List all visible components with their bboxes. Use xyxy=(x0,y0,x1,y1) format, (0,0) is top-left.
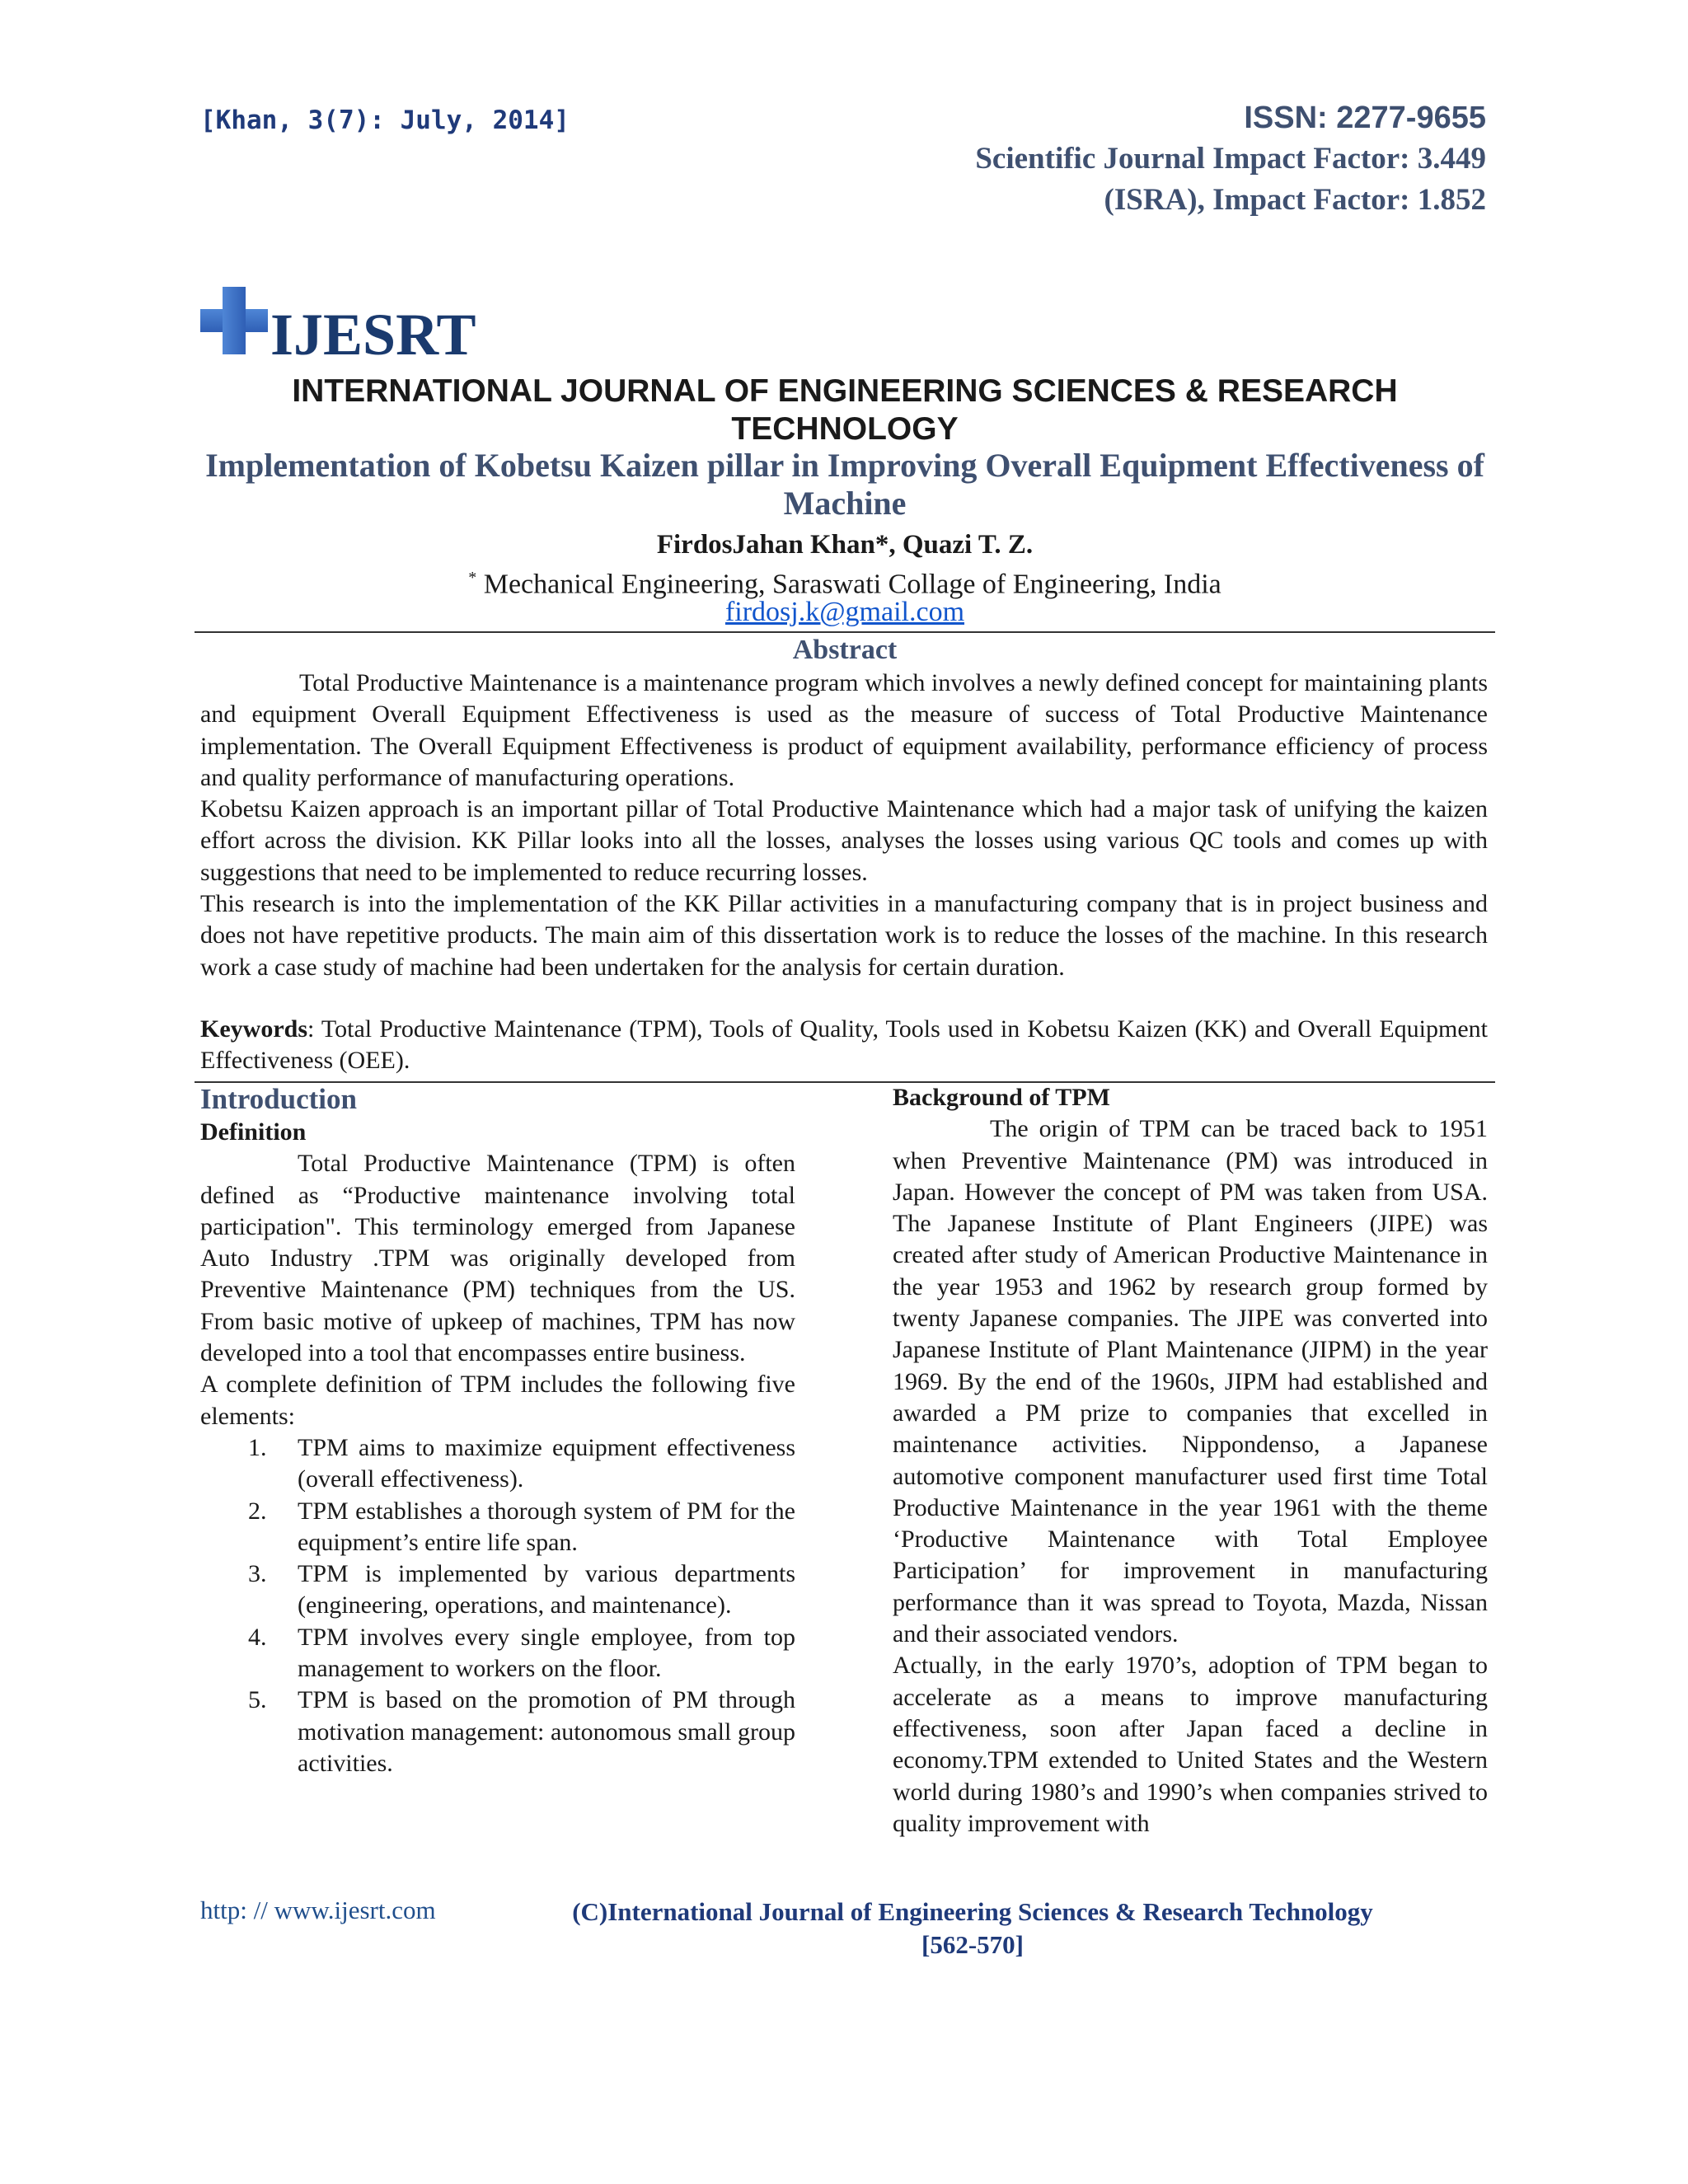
abstract-heading: Abstract xyxy=(792,635,898,665)
footer-url[interactable]: http: // www.ijesrt.com xyxy=(200,1896,436,1924)
abstract-paragraph: Kobetsu Kaizen approach is an important pillar of Total Productive Maintenance which had a major task of unifying the kaizen effort across the division. KK Pillar looks into all the losses, analyses the losses using various QC tools and comes up with suggestions that need to be implemented to reduce recurring losses. xyxy=(200,795,1488,886)
logo-text: IJESRT xyxy=(270,302,476,368)
list-item xyxy=(200,1432,795,1496)
right-column xyxy=(893,1082,1488,1840)
keywords-label: Keywords xyxy=(200,1015,307,1043)
isra-impact-factor: (ISRA), Impact Factor: 1.852 xyxy=(1104,183,1486,217)
list-item-text: TPM is based on the promotion of PM through motivation management: autonomous small group activities. xyxy=(298,1686,795,1777)
list-number: 5. xyxy=(248,1686,267,1714)
definition-subheading: Definition xyxy=(200,1118,307,1146)
list-item xyxy=(200,1496,795,1559)
journal-name: INTERNATIONAL JOURNAL OF ENGINEERING SCIENCES & RESEARCH TECHNOLOGY xyxy=(292,373,1398,447)
footer-journal-name: (C)International Journal of Engineering Sciences & Research Technology xyxy=(572,1897,1373,1926)
list-number: 4. xyxy=(248,1623,267,1651)
background-paragraph: Actually, in the early 1970’s, adoption of TPM began to accelerate as a means to improve manufacturing effectiveness, soon after Japan faced a decline in economy.TPM extended to United States and the Western world during 1980’s and 1990’s when companies strived to quality improvement with xyxy=(893,1652,1488,1837)
background-heading: Background of TPM xyxy=(893,1084,1110,1111)
introduction-heading: Introduction xyxy=(200,1083,357,1115)
affiliation-mark: * xyxy=(468,569,477,587)
list-item-text: TPM establishes a thorough system of PM for the equipment’s entire life span. xyxy=(298,1497,795,1556)
plus-cross-icon xyxy=(200,287,268,354)
keywords-text: : Total Productive Maintenance (TPM), Tools of Quality, Tools used in Kobetsu Kaizen (KK) and Overall Equipment Effectiveness (OEE). xyxy=(200,1015,1488,1075)
abstract-paragraph: Total Productive Maintenance is a maintenance program which involves a newly defined concept for maintaining plants and equipment Overall Equipment Effectiveness is used as the measure of success of Total Productive Maintenance implementation. The Overall Equipment Effectiveness is product of equipment availability, performance efficiency of process and quality performance of manufacturing operations. xyxy=(200,669,1488,791)
abstract-paragraph: This research is into the implementation of the KK Pillar activities in a manufacturing company that is in project business and does not have repetitive products. The main aim of this dissertation work is to reduce the losses of the machine. In this research work a case study of machine had been undertaken for the analysis for certain duration. xyxy=(200,890,1488,981)
intro-paragraph: A complete definition of TPM includes the following five elements: xyxy=(200,1371,795,1430)
footer-journal xyxy=(528,1896,1418,1961)
affiliation-text: Mechanical Engineering, Saraswati Collage of Engineering, India xyxy=(483,569,1221,600)
background-paragraph: The origin of TPM can be traced back to 1951 when Preventive Maintenance (PM) was introduced in Japan. However the concept of PM was taken from USA. The Japanese Institute of Plant Engineers (JIPE) was created after study of American Productive Maintenance in the year 1953 and 1962 by research group formed by twenty Japanese companies. The JIPE was converted into Japanese Institute of Plant Maintenance (JIPM) in the year 1969. By the end of the 1960s, JIPM had established and awarded a PM prize to companies that excelled in maintenance activities. Nippondenso, a Japanese automotive component manufacturer used first time Total Productive Maintenance in the year 1961 with the theme ‘Productive Maintenance with Total Employee Participation’ for improvement in manufacturing performance than it was spread to Toyota, Mazda, Nissan and their associated vendors. xyxy=(893,1115,1488,1648)
journal-metrics xyxy=(975,97,1486,221)
authors: FirdosJahan Khan*, Quazi T. Z. xyxy=(656,530,1034,560)
list-item xyxy=(200,1558,795,1622)
sjif-impact-factor: Scientific Journal Impact Factor: 3.449 xyxy=(975,142,1486,176)
list-item-text: TPM involves every single employee, from top management to workers on the floor. xyxy=(298,1623,795,1683)
list-item-text: TPM aims to maximize equipment effectiveness (overall effectiveness). xyxy=(298,1433,795,1493)
abstract-body xyxy=(200,668,1488,983)
list-item xyxy=(200,1685,795,1779)
list-item-text: TPM is implemented by various departments (engineering, operations, and maintenance). xyxy=(298,1560,795,1619)
intro-paragraph: Total Productive Maintenance (TPM) is often defined as “Productive maintenance involving total participation". This terminology emerged from Japanese Auto Industry .TPM was originally developed from Preventive Maintenance (PM) techniques from the US. From basic motive of upkeep of machines, TPM has now developed into a tool that encompasses entire business. xyxy=(200,1150,795,1367)
left-column xyxy=(200,1082,795,1779)
email-link[interactable]: firdosj.k@gmail.com xyxy=(724,597,965,627)
keywords xyxy=(200,1014,1488,1077)
list-number: 1. xyxy=(248,1433,267,1461)
citation: [Khan, 3(7): July, 2014] xyxy=(200,105,570,135)
list-item xyxy=(200,1622,795,1685)
footer-pages: [562-570] xyxy=(921,1930,1024,1959)
list-number: 3. xyxy=(248,1560,267,1588)
email-line xyxy=(198,595,1492,630)
tpm-elements-list xyxy=(200,1432,795,1779)
list-number: 2. xyxy=(248,1497,267,1525)
paper-title: Implementation of Kobetsu Kaizen pillar in Improving Overall Equipment Effectiveness of Machine xyxy=(205,447,1484,522)
issn: ISSN: 2277-9655 xyxy=(1244,101,1486,135)
